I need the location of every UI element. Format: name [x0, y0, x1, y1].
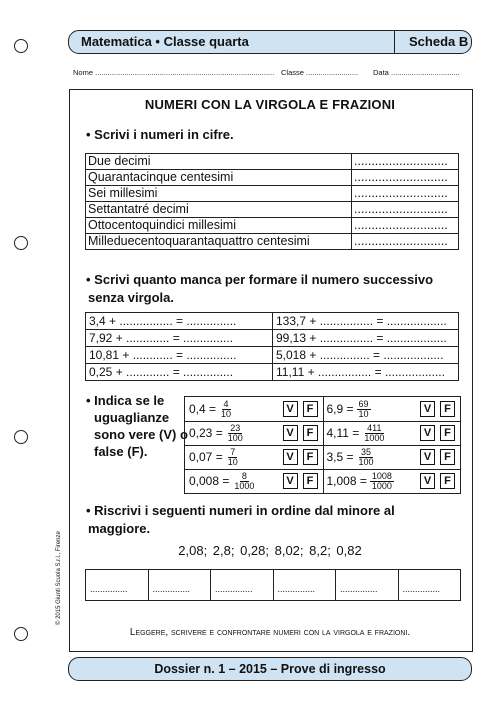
numbers-to-order: 2,08; 2,8; 0,28; 8,02; 8,2; 0,82 — [178, 543, 362, 558]
grid-divider — [185, 445, 460, 446]
fraction — [219, 400, 233, 419]
true-checkbox[interactable]: V — [420, 401, 435, 417]
denominator: 10 — [221, 408, 232, 419]
exercise1-table — [85, 153, 459, 250]
sum-left[interactable]: 0,25 + ............. = ............... — [86, 364, 273, 381]
table-row — [86, 170, 459, 186]
false-checkbox[interactable]: F — [440, 425, 455, 441]
true-checkbox[interactable]: V — [420, 473, 435, 489]
name-field[interactable]: Nome ...................................................................................... — [73, 68, 275, 77]
table-row — [86, 364, 459, 381]
numerator: 1008 — [371, 470, 392, 481]
numerator: 35 — [361, 446, 372, 457]
table-row — [86, 186, 459, 202]
true-false-grid — [184, 396, 461, 494]
date-field[interactable]: Data ................................. — [373, 68, 460, 77]
decimal-value: 0,07 = — [189, 450, 223, 464]
denominator: 100 — [227, 432, 243, 443]
denominator: 100 — [358, 456, 374, 467]
table-row — [86, 330, 459, 347]
true-checkbox[interactable]: V — [283, 425, 298, 441]
false-checkbox[interactable]: F — [303, 473, 318, 489]
true-checkbox[interactable]: V — [420, 425, 435, 441]
header-bar — [68, 30, 472, 54]
decimal-value: 0,4 = — [189, 402, 217, 416]
class-field[interactable]: Classe ......................... — [281, 68, 359, 77]
false-checkbox[interactable]: F — [303, 425, 318, 441]
denominator: 1000 — [364, 432, 385, 443]
decimal-value: 6,9 = — [326, 402, 354, 416]
binder-hole — [14, 236, 28, 250]
order-answer-blank[interactable]: ............... — [149, 570, 212, 600]
exercise2-table — [85, 312, 459, 381]
table-row — [86, 313, 459, 330]
answer-blank[interactable]: ........................... — [352, 170, 459, 186]
table-row — [86, 234, 459, 250]
answer-blank[interactable]: ........................... — [352, 234, 459, 250]
decimal-value: 3,5 = — [326, 450, 354, 464]
order-answer-blank[interactable]: ............... — [211, 570, 274, 600]
equality-item — [189, 399, 233, 419]
fraction — [226, 448, 240, 467]
subject-title: Matematica • Classe quarta — [81, 34, 249, 49]
sheet-label: Scheda B — [409, 34, 469, 49]
binder-hole — [14, 627, 28, 641]
sum-right[interactable]: 11,11 + ................ = .................. — [273, 364, 459, 381]
false-checkbox[interactable]: F — [440, 449, 455, 465]
table-row — [86, 202, 459, 218]
numerator: 8 — [241, 470, 247, 481]
numerator: 69 — [358, 398, 369, 409]
fraction — [362, 424, 386, 443]
answer-blank[interactable]: ........................... — [352, 218, 459, 234]
order-answer-blank[interactable]: ............... — [86, 570, 149, 600]
answer-blank[interactable]: ........................... — [352, 186, 459, 202]
numerator: 7 — [230, 446, 236, 457]
sum-left[interactable]: 3,4 + ................ = ............... — [86, 313, 273, 330]
copyright-note: © 2015 Giunti Scuola S.r.l., Firenze — [56, 531, 62, 625]
true-checkbox[interactable]: V — [283, 401, 298, 417]
number-words: Milleduecentoquarantaquattro centesimi — [86, 234, 352, 250]
denominator: 10 — [227, 456, 238, 467]
numerator: 4 — [223, 398, 229, 409]
sum-right[interactable]: 133,7 + ................ = .................. — [273, 313, 459, 330]
answer-blank[interactable]: ........................... — [352, 154, 459, 170]
number-words: Due decimi — [86, 154, 352, 170]
sum-right[interactable]: 99,13 + ................ = .................. — [273, 330, 459, 347]
false-checkbox[interactable]: F — [303, 449, 318, 465]
decimal-value: 4,11 = — [326, 426, 360, 440]
decimal-value: 0,008 = — [189, 474, 230, 488]
order-answer-blank[interactable]: ............... — [274, 570, 337, 600]
number-words: Sei millesimi — [86, 186, 352, 202]
sum-right[interactable]: 5,018 + ............... = .................. — [273, 347, 459, 364]
fraction — [232, 472, 256, 491]
number-words: Ottocentoquindici millesimi — [86, 218, 352, 234]
numerator: 23 — [230, 422, 241, 433]
binder-hole — [14, 39, 28, 53]
denominator: 10 — [358, 408, 369, 419]
grid-divider — [185, 421, 460, 422]
true-checkbox[interactable]: V — [283, 449, 298, 465]
exercise3-instruction: • Indica se le uguaglianze sono vere (V) o false (F). — [86, 393, 188, 459]
footer-bar: Dossier n. 1 – 2015 – Prove di ingresso — [68, 657, 472, 681]
denominator: 1000 — [234, 480, 255, 491]
decimal-value: 1,008 = — [326, 474, 367, 488]
header-divider — [394, 31, 395, 53]
order-answer-blank[interactable]: ............... — [336, 570, 399, 600]
false-checkbox[interactable]: F — [303, 401, 318, 417]
decimal-value: 0,23 = — [189, 426, 223, 440]
number-words: Settantatré decimi — [86, 202, 352, 218]
equality-item — [189, 447, 240, 467]
equality-item — [327, 447, 376, 467]
ordering-answer-row — [85, 569, 461, 601]
exercise2-instruction: • Scrivi quanto manca per formare il numero successivo senza virgola. — [86, 272, 434, 305]
exercise1-instruction: • Scrivi i numeri in cifre. — [86, 127, 234, 142]
fraction — [357, 400, 371, 419]
numerator: 411 — [367, 422, 382, 433]
exercise4-instruction: • Riscrivi i seguenti numeri in ordine dal minore al maggiore. — [86, 503, 395, 536]
false-checkbox[interactable]: F — [440, 401, 455, 417]
true-checkbox[interactable]: V — [420, 449, 435, 465]
sum-left[interactable]: 10,81 + ............ = ............... — [86, 347, 273, 364]
equality-item — [327, 399, 371, 419]
table-row — [86, 154, 459, 170]
equality-item — [327, 423, 387, 443]
learning-objective: Leggere, scrivere e confrontare numeri con la virgola e frazioni. — [129, 627, 411, 638]
table-row — [86, 218, 459, 234]
fraction — [226, 424, 245, 443]
fraction — [357, 448, 376, 467]
table-row — [86, 347, 459, 364]
number-words: Quarantacinque centesimi — [86, 170, 352, 186]
worksheet-title: NUMERI CON LA VIRGOLA E FRAZIONI — [144, 97, 396, 112]
fraction — [370, 472, 394, 491]
answer-blank[interactable]: ........................... — [352, 202, 459, 218]
order-answer-blank[interactable]: ............... — [402, 584, 441, 594]
denominator: 1000 — [371, 480, 392, 491]
equality-item — [189, 471, 256, 491]
equality-item — [189, 423, 245, 443]
sum-left[interactable]: 7,92 + ............. = ............... — [86, 330, 273, 347]
binder-hole — [14, 430, 28, 444]
grid-divider — [185, 469, 460, 470]
true-checkbox[interactable]: V — [283, 473, 298, 489]
false-checkbox[interactable]: F — [440, 473, 455, 489]
equality-item — [327, 471, 394, 491]
